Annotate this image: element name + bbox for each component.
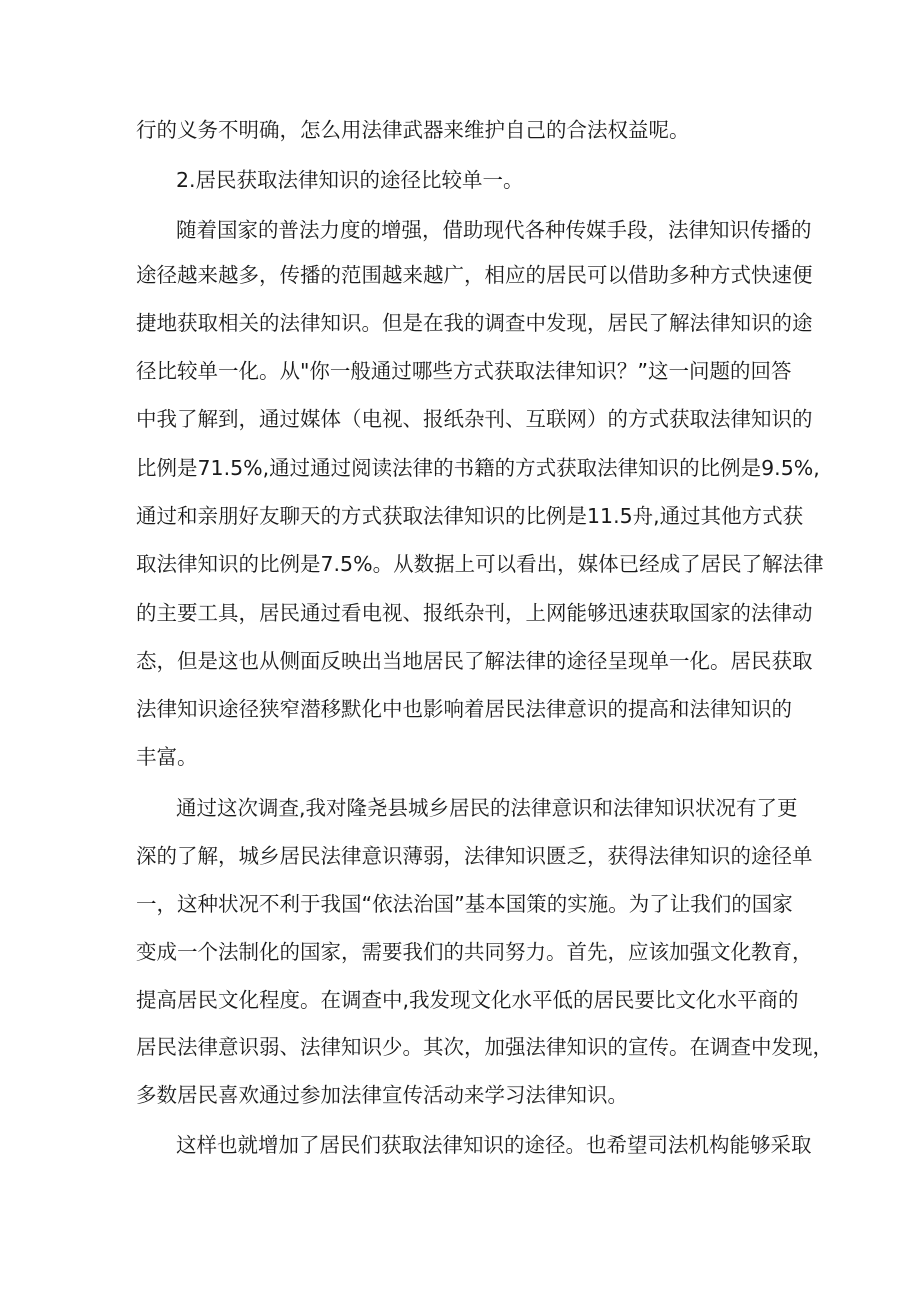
text-line: 居民法律意识弱、法律知识少。其次，加强法律知识的宣传。在调查中发现， bbox=[136, 1035, 833, 1059]
text-line: 丰富。 bbox=[136, 745, 198, 769]
section-heading: 2.居民获取法律知识的途径比较单一。 bbox=[176, 168, 524, 192]
text-line: 多数居民喜欢通过参加法律宣传活动来学习法律知识。 bbox=[136, 1083, 628, 1107]
text-line: 一，这种状况不利于我国“依法治国”基本国策的实施。为了让我们的国家 bbox=[136, 892, 793, 916]
text-line: 径比较单一化。从"你一般通过哪些方式获取法律知识？”这一问题的回答 bbox=[136, 359, 792, 383]
text-line: 取法律知识的比例是7.5%。从数据上可以看出，媒体已经成了居民了解法律 bbox=[136, 552, 824, 576]
text-line: 行的义务不明确，怎么用法律武器来维护自己的合法权益呢。 bbox=[136, 118, 690, 142]
text-line: 随着国家的普法力度的增强，借助现代各种传媒手段，法律知识传播的 bbox=[176, 218, 812, 242]
text-line: 中我了解到，通过媒体（电视、报纸杂刊、互联网）的方式获取法律知识的 bbox=[136, 407, 813, 431]
text-line: 通过这次调查,我对隆尧县城乡居民的法律意识和法律知识状况有了更 bbox=[176, 796, 798, 820]
text-line: 通过和亲朋好友聊天的方式获取法律知识的比例是11.5舟,通过其他方式获 bbox=[136, 504, 804, 528]
text-line: 法律知识途径狭窄潜移默化中也影响着居民法律意识的提高和法律知识的 bbox=[136, 697, 792, 721]
text-line: 变成一个法制化的国家，需要我们的共同努力。首先，应该加强文化教育， bbox=[136, 940, 813, 964]
text-line: 捷地获取相关的法律知识。但是在我的调查中发现，居民了解法律知识的途 bbox=[136, 311, 813, 335]
text-line: 态，但是这也从侧面反映出当地居民了解法律的途径呈现单一化。居民获取 bbox=[136, 649, 813, 673]
text-line: 比例是71.5%,通过通过阅读法律的书籍的方式获取法律知识的比例是9.5%, bbox=[136, 456, 820, 480]
text-line: 提高居民文化程度。在调查中,我发现文化水平低的居民要比文化水平商的 bbox=[136, 988, 799, 1012]
text-line: 的主要工具，居民通过看电视、报纸杂刊，上网能够迅速获取国家的法律动 bbox=[136, 601, 813, 625]
text-line: 深的了解，城乡居民法律意识薄弱，法律知识匮乏，获得法律知识的途径单 bbox=[136, 844, 813, 868]
text-line: 这样也就增加了居民们获取法律知识的途径。也希望司法机构能够采取 bbox=[176, 1133, 812, 1157]
text-line: 途径越来越多，传播的范围越来越广，相应的居民可以借助多种方式快速便 bbox=[136, 263, 813, 287]
